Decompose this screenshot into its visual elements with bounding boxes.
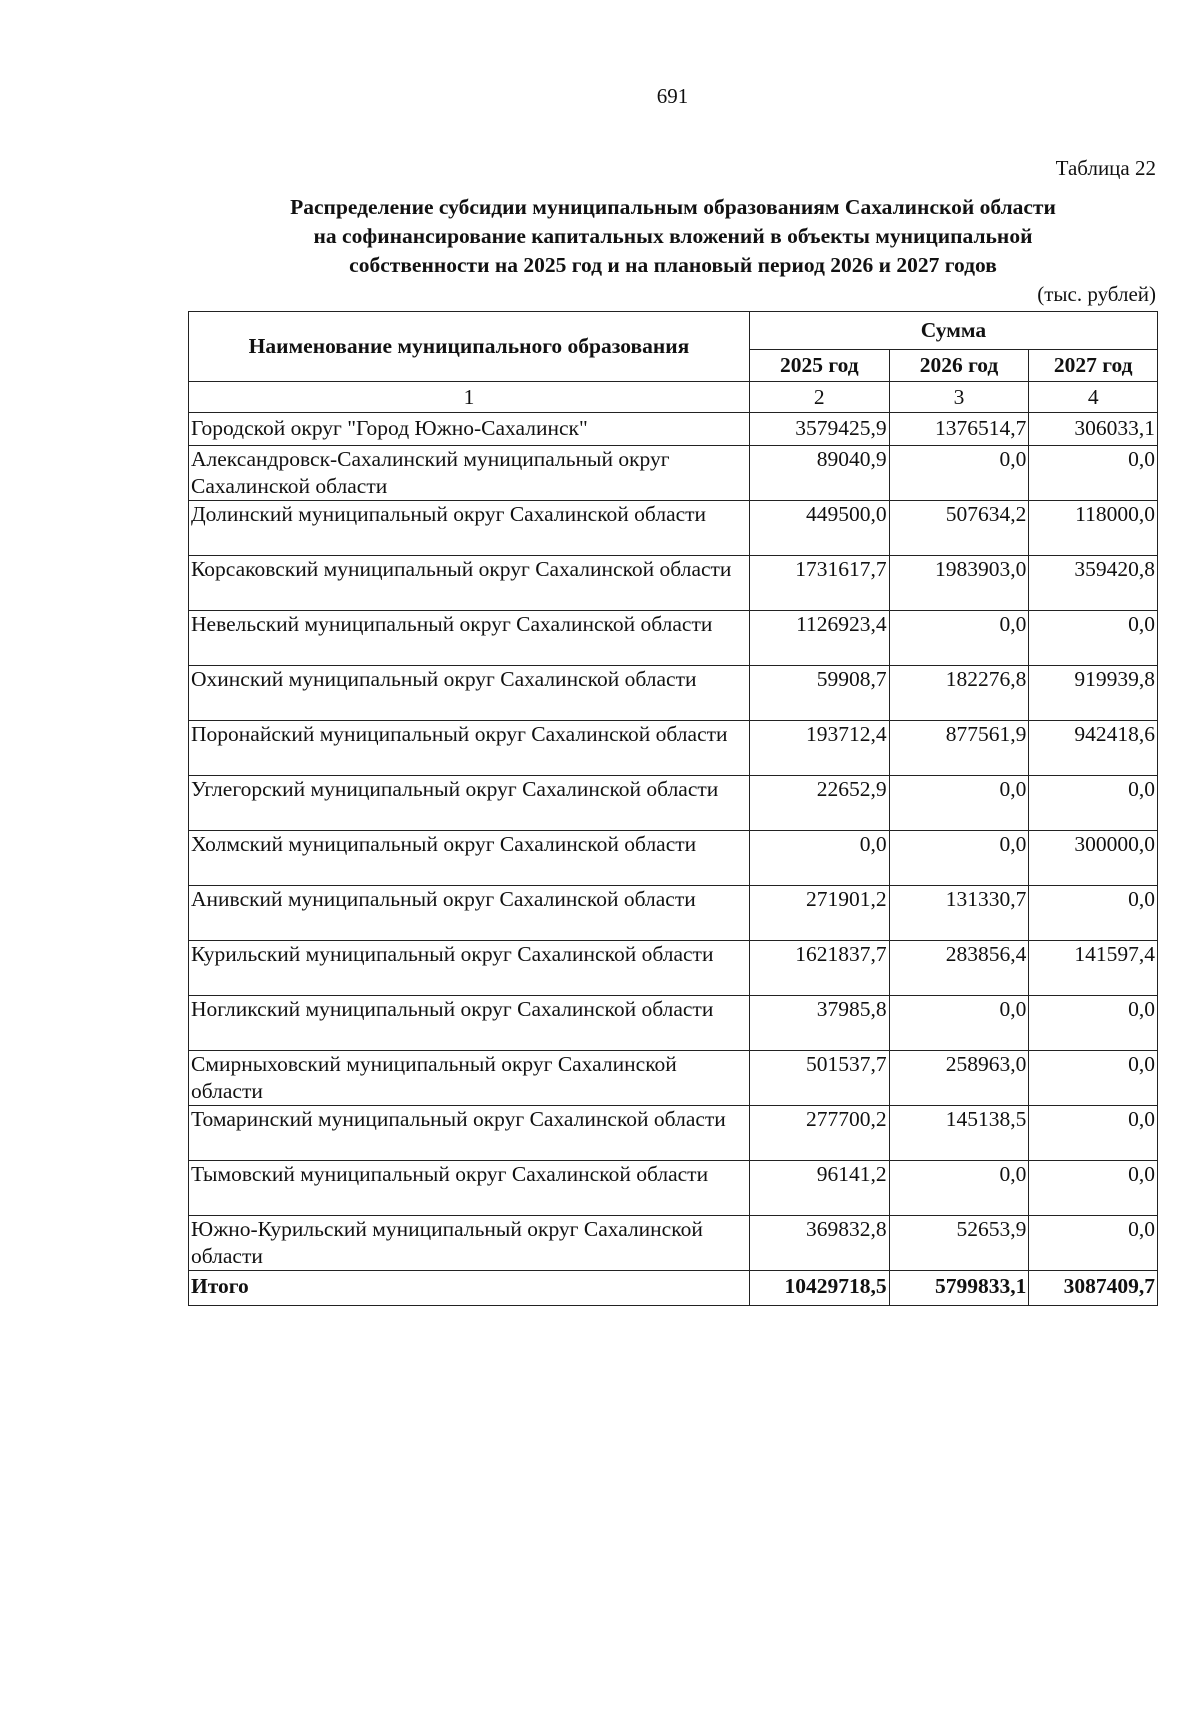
table-row — [189, 831, 1158, 886]
municipality-name: Углегорский муниципальный округ Сахалинской области — [189, 776, 750, 831]
value-2027: 300000,0 — [1029, 831, 1158, 886]
municipality-name: Холмский муниципальный округ Сахалинской области — [189, 831, 750, 886]
value-2025: 501537,7 — [749, 1051, 889, 1106]
value-2027: 0,0 — [1029, 996, 1158, 1051]
municipality-name: Невельский муниципальный округ Сахалинской области — [189, 611, 750, 666]
value-2026: 0,0 — [889, 831, 1029, 886]
table-row — [189, 1106, 1158, 1161]
municipality-name: Корсаковский муниципальный округ Сахалинской области — [189, 556, 750, 611]
municipality-name: Томаринский муниципальный округ Сахалинской области — [189, 1106, 750, 1161]
value-2026: 0,0 — [889, 611, 1029, 666]
table-row — [189, 941, 1158, 996]
value-2025: 3579425,9 — [749, 413, 889, 446]
value-2026: 258963,0 — [889, 1051, 1029, 1106]
table-row — [189, 413, 1158, 446]
column-number: 4 — [1029, 382, 1158, 413]
value-2026: 131330,7 — [889, 886, 1029, 941]
value-2026: 1376514,7 — [889, 413, 1029, 446]
column-number: 3 — [889, 382, 1029, 413]
value-2027: 0,0 — [1029, 611, 1158, 666]
value-2027: 306033,1 — [1029, 413, 1158, 446]
total-row — [189, 1271, 1158, 1306]
value-2025: 1731617,7 — [749, 556, 889, 611]
value-2027: 919939,8 — [1029, 666, 1158, 721]
header-year-2027: 2027 год — [1029, 350, 1158, 382]
value-2027: 942418,6 — [1029, 721, 1158, 776]
table-row — [189, 556, 1158, 611]
page-number: 691 — [656, 84, 689, 108]
table-row — [189, 666, 1158, 721]
value-2025: 96141,2 — [749, 1161, 889, 1216]
value-2025: 369832,8 — [749, 1216, 889, 1271]
value-2026: 283856,4 — [889, 941, 1029, 996]
municipality-name: Южно-Курильский муниципальный округ Сахалинской области — [189, 1216, 750, 1271]
municipality-name: Александровск-Сахалинский муниципальный округ Сахалинской области — [189, 446, 750, 501]
value-2026: 877561,9 — [889, 721, 1029, 776]
table-row — [189, 611, 1158, 666]
document-title — [190, 193, 1156, 280]
municipality-name: Смирныховский муниципальный округ Сахалинской области — [189, 1051, 750, 1106]
column-number-row — [189, 382, 1158, 413]
municipality-name: Городской округ "Город Южно-Сахалинск" — [189, 413, 750, 446]
value-2027: 0,0 — [1029, 886, 1158, 941]
header-sum: Сумма — [749, 312, 1157, 350]
column-number: 2 — [749, 382, 889, 413]
value-2027: 0,0 — [1029, 1161, 1158, 1216]
title-line: Распределение субсидии муниципальным образованиям Сахалинской области — [290, 195, 1056, 219]
title-line: собственности на 2025 год и на плановый период 2026 и 2027 годов — [349, 253, 997, 277]
header-year-2026: 2026 год — [889, 350, 1029, 382]
value-2025: 22652,9 — [749, 776, 889, 831]
value-2027: 0,0 — [1029, 1051, 1158, 1106]
value-2027: 0,0 — [1029, 1216, 1158, 1271]
municipality-name: Долинский муниципальный округ Сахалинской области — [189, 501, 750, 556]
value-2027: 141597,4 — [1029, 941, 1158, 996]
header-year-2025: 2025 год — [749, 350, 889, 382]
table-row — [189, 721, 1158, 776]
value-2026: 52653,9 — [889, 1216, 1029, 1271]
total-label: Итого — [189, 1271, 750, 1306]
table-row — [189, 996, 1158, 1051]
value-2026: 0,0 — [889, 1161, 1029, 1216]
municipality-name: Тымовский муниципальный округ Сахалинской области — [189, 1161, 750, 1216]
municipality-name: Анивский муниципальный округ Сахалинской области — [189, 886, 750, 941]
total-2027: 3087409,7 — [1029, 1271, 1158, 1306]
value-2025: 449500,0 — [749, 501, 889, 556]
table-row — [189, 1161, 1158, 1216]
units-label: (тыс. рублей) — [1037, 282, 1156, 306]
total-2026: 5799833,1 — [889, 1271, 1029, 1306]
value-2026: 0,0 — [889, 446, 1029, 501]
title-line: на софинансирование капитальных вложений в объекты муниципальной — [313, 224, 1033, 248]
value-2025: 89040,9 — [749, 446, 889, 501]
value-2026: 507634,2 — [889, 501, 1029, 556]
column-number: 1 — [189, 382, 750, 413]
table-row — [189, 446, 1158, 501]
table-row — [189, 501, 1158, 556]
value-2027: 118000,0 — [1029, 501, 1158, 556]
value-2025: 59908,7 — [749, 666, 889, 721]
value-2025: 0,0 — [749, 831, 889, 886]
value-2025: 271901,2 — [749, 886, 889, 941]
value-2026: 0,0 — [889, 776, 1029, 831]
table-row — [189, 1051, 1158, 1106]
municipality-name: Поронайский муниципальный округ Сахалинской области — [189, 721, 750, 776]
value-2027: 0,0 — [1029, 776, 1158, 831]
value-2027: 359420,8 — [1029, 556, 1158, 611]
table-row — [189, 1216, 1158, 1271]
table-row — [189, 776, 1158, 831]
value-2025: 1126923,4 — [749, 611, 889, 666]
table-row — [189, 886, 1158, 941]
value-2025: 193712,4 — [749, 721, 889, 776]
subsidy-table — [188, 311, 1158, 1306]
municipality-name: Охинский муниципальный округ Сахалинской области — [189, 666, 750, 721]
table-label: Таблица 22 — [1055, 156, 1156, 180]
header-name: Наименование муниципального образования — [189, 312, 750, 382]
value-2026: 1983903,0 — [889, 556, 1029, 611]
value-2025: 1621837,7 — [749, 941, 889, 996]
value-2025: 277700,2 — [749, 1106, 889, 1161]
municipality-name: Курильский муниципальный округ Сахалинской области — [189, 941, 750, 996]
municipality-name: Ногликский муниципальный округ Сахалинской области — [189, 996, 750, 1051]
value-2027: 0,0 — [1029, 446, 1158, 501]
value-2026: 0,0 — [889, 996, 1029, 1051]
total-2025: 10429718,5 — [749, 1271, 889, 1306]
value-2025: 37985,8 — [749, 996, 889, 1051]
value-2026: 145138,5 — [889, 1106, 1029, 1161]
value-2026: 182276,8 — [889, 666, 1029, 721]
value-2027: 0,0 — [1029, 1106, 1158, 1161]
